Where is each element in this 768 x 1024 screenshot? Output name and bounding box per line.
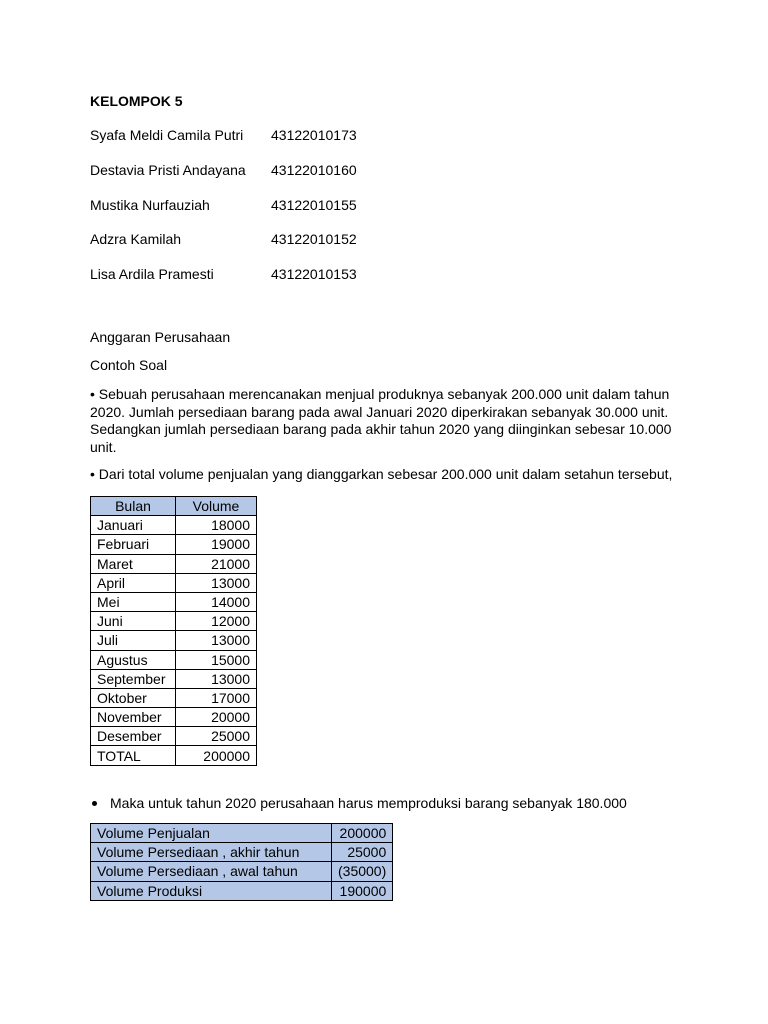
member-name: Destavia Pristi Andayana bbox=[90, 162, 246, 178]
total-label-cell: TOTAL bbox=[91, 746, 176, 765]
table-row bbox=[91, 612, 257, 631]
table-header-row bbox=[91, 497, 257, 516]
summary-value: (35000) bbox=[332, 862, 393, 881]
conclusion-bullet bbox=[90, 795, 627, 811]
member-nim: 43122010152 bbox=[271, 231, 357, 247]
month-cell: Juli bbox=[91, 631, 176, 650]
production-summary-table bbox=[90, 823, 393, 901]
bullet-icon bbox=[92, 801, 97, 806]
table-row bbox=[91, 688, 257, 707]
volume-cell: 13000 bbox=[176, 669, 257, 688]
volume-cell: 13000 bbox=[176, 631, 257, 650]
volume-cell: 25000 bbox=[176, 727, 257, 746]
problem-paragraph: • Sebuah perusahaan merencanakan menjual produknya sebanyak 200.000 unit dalam tahun 2020. Jumlah persediaan barang pada awal Januari 2020 diperkirakan sebanyak 30.000 unit. Sedangkan jumlah persediaan barang pada akhir tahun 2020 yang diinginkan sebesar 10.000 unit. bbox=[90, 386, 672, 455]
table-row bbox=[91, 516, 257, 535]
header-bulan: Bulan bbox=[91, 497, 176, 516]
table-row bbox=[91, 881, 393, 900]
member-row bbox=[90, 231, 610, 249]
member-name: Syafa Meldi Camila Putri bbox=[90, 127, 244, 143]
table-row bbox=[91, 650, 257, 669]
group-title: KELOMPOK 5 bbox=[90, 93, 183, 109]
header-volume: Volume bbox=[176, 497, 257, 516]
volume-cell: 15000 bbox=[176, 650, 257, 669]
table-row bbox=[91, 669, 257, 688]
member-nim: 43122010155 bbox=[271, 197, 357, 213]
total-value-cell: 200000 bbox=[176, 746, 257, 765]
table-row bbox=[91, 843, 393, 862]
volume-cell: 20000 bbox=[176, 708, 257, 727]
volume-cell: 19000 bbox=[176, 535, 257, 554]
month-cell: Juni bbox=[91, 612, 176, 631]
summary-label: Volume Persediaan , akhir tahun bbox=[91, 843, 332, 862]
month-cell: September bbox=[91, 669, 176, 688]
member-row bbox=[90, 197, 610, 215]
member-name: Lisa Ardila Pramesti bbox=[90, 266, 214, 282]
table-row bbox=[91, 708, 257, 727]
member-row bbox=[90, 127, 610, 145]
table-total-row bbox=[91, 746, 257, 765]
member-nim: 43122010160 bbox=[271, 162, 357, 178]
month-cell: Agustus bbox=[91, 650, 176, 669]
member-name: Mustika Nurfauziah bbox=[90, 197, 210, 213]
table-row bbox=[91, 862, 393, 881]
member-nim: 43122010153 bbox=[271, 266, 357, 282]
summary-value: 25000 bbox=[332, 843, 393, 862]
table-row bbox=[91, 535, 257, 554]
volume-cell: 17000 bbox=[176, 688, 257, 707]
section-subtitle: Contoh Soal bbox=[90, 357, 168, 373]
member-row bbox=[90, 266, 610, 284]
month-cell: Desember bbox=[91, 727, 176, 746]
table-row bbox=[91, 573, 257, 592]
month-cell: Oktober bbox=[91, 688, 176, 707]
member-name: Adzra Kamilah bbox=[90, 231, 182, 247]
summary-label: Volume Persediaan , awal tahun bbox=[91, 862, 332, 881]
table-row bbox=[91, 554, 257, 573]
month-cell: Februari bbox=[91, 535, 176, 554]
conclusion-text: Maka untuk tahun 2020 perusahaan harus memproduksi barang sebanyak 180.000 bbox=[110, 795, 627, 811]
month-cell: November bbox=[91, 708, 176, 727]
month-cell: Januari bbox=[91, 516, 176, 535]
month-cell: Maret bbox=[91, 554, 176, 573]
month-cell: April bbox=[91, 573, 176, 592]
volume-cell: 21000 bbox=[176, 554, 257, 573]
member-nim: 43122010173 bbox=[271, 127, 357, 143]
month-cell: Mei bbox=[91, 592, 176, 611]
summary-label: Volume Penjualan bbox=[91, 824, 332, 843]
table-row bbox=[91, 631, 257, 650]
table-row bbox=[91, 592, 257, 611]
member-row bbox=[90, 162, 610, 180]
monthly-sales-table bbox=[90, 496, 257, 766]
volume-cell: 13000 bbox=[176, 573, 257, 592]
summary-value: 190000 bbox=[332, 881, 393, 900]
sales-paragraph: • Dari total volume penjualan yang dianggarkan sebesar 200.000 unit dalam setahun tersebut, bbox=[90, 466, 673, 482]
volume-cell: 18000 bbox=[176, 516, 257, 535]
volume-cell: 12000 bbox=[176, 612, 257, 631]
volume-cell: 14000 bbox=[176, 592, 257, 611]
table-row bbox=[91, 824, 393, 843]
summary-value: 200000 bbox=[332, 824, 393, 843]
summary-label: Volume Produksi bbox=[91, 881, 332, 900]
section-title: Anggaran Perusahaan bbox=[90, 329, 231, 345]
table-row bbox=[91, 727, 257, 746]
